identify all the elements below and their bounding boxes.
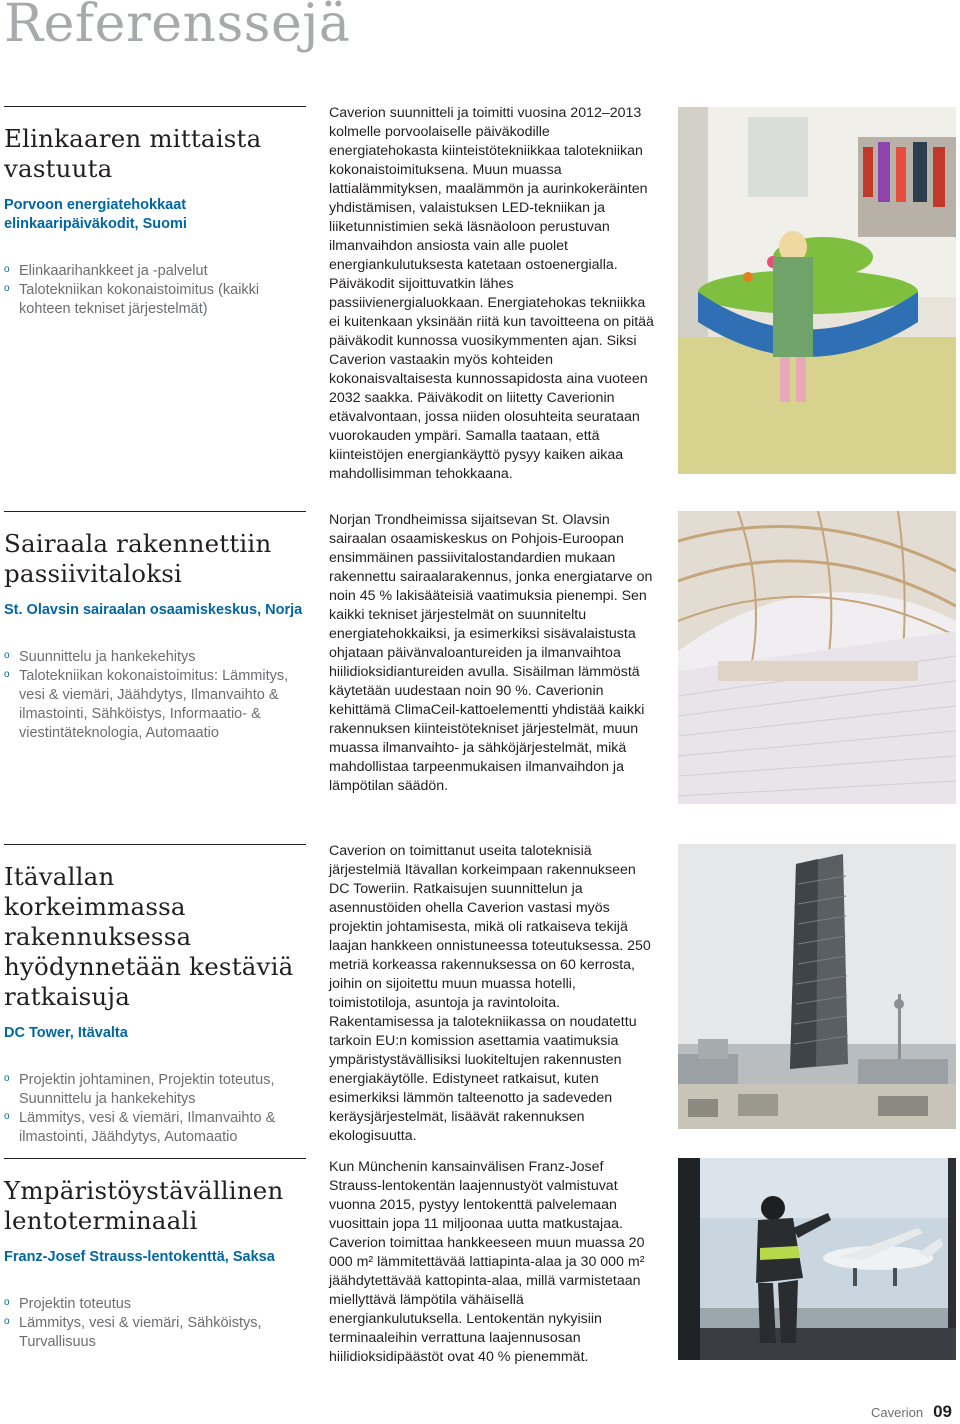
section-left-column [4, 529, 306, 743]
service-item: o Projektin toteutus [4, 1296, 132, 1312]
footer-brand: Caverion [871, 1405, 924, 1420]
hospital-auditorium-photo [678, 511, 956, 804]
section-subtitle: Franz-Josef Strauss-lentokenttä, Saksa [4, 1249, 275, 1265]
page-number: 09 [933, 1402, 952, 1421]
section-subtitle: Porvoon energiatehokkaat elinkaaripäiväkodit, Suomi [4, 197, 187, 232]
service-item: o Lämmitys, vesi & viemäri, Sähköistys, Turvallisuus [4, 1315, 262, 1350]
page-footer [871, 1402, 952, 1422]
section-body: Caverion suunnitteli ja toimitti vuosina 2012–2013 kolmelle porvoolaiselle päiväkodille energiatehokasta kiinteistötekniikkaa talotekniikan kokonaistoimituksena. Muun muassa lattialämmityksen, maalämmön ja aurinkokeräinten yhdistämisen, valaistuksen LED-tekniikan ja liiketunnistimien sekä läsnäoloon perustuvan ilmanvaihdon ansiosta vain alle puolet energiankulutuksesta katetaan ostoenergialla. Päiväkodit sijoittuvatkin lähes passiivienergialuokkaan. Energiatehokas tekniikka ei kuitenkaan yksinään riitä kun tavoitteena on pitää päiväkodit kunnossa vuosikymmenten ajan. Siksi Caverion vastaakin myös kohteiden kokonaisvaltaisesta kunnossapidosta aina vuoteen 2032 saakka. Päiväkodit on liitetty Caverionin etävalvontaan, jossa niiden olosuhteita seurataan vuorokauden ympäri. Samalla taataan, että kiinteistöjen energiankäyttö pysyy kaiken aikaa mahdollisimman tehokkaana. [329, 105, 654, 482]
service-list [4, 648, 306, 743]
section-heading: Elinkaaren mittaista vastuuta [4, 124, 262, 183]
kindergarten-photo [678, 107, 956, 474]
bullet-icon: o [4, 283, 10, 294]
page-title: Referenssejä [4, 0, 351, 54]
bullet-icon: o [4, 1073, 10, 1084]
service-item: o Talotekniikan kokonaistoimitus: Lämmitys, vesi & viemäri, Jäähdytys, Ilmanvaihto & ilmastointi, Sähköistys, Informaatio- & viestintäteknologia, Automaatio [4, 668, 289, 741]
section-left-column [4, 124, 306, 319]
section-divider [4, 511, 306, 512]
dc-tower-photo [678, 844, 956, 1129]
service-item: o Projektin johtaminen, Projektin toteutus, Suunnittelu ja hankekehitys [4, 1072, 275, 1107]
section-body: Norjan Trondheimissa sijaitsevan St. Olavsin sairaalan osaamiskeskus on Pohjois-Euroopan ensimmäinen passiivitalostandardien mukaan rakennettu sairaalarakennus, jonka energiatarve on noin 45 % lakisääteisiä vaatimuksia pienempi. Sen kaikki tekniset järjestelmät on suunniteltu energiatehokkaiksi, ja esimerkiksi sisävalaistusta ohjataan päivänvaloantureiden ja ilmanvaihtoa hiilidioksidiantureiden avulla. Sisäilman lämmöstä käytetään uudestaan noin 90 %. Caverionin kehittämä ClimaCeil-kattoelementti yhdistää kaikki rakennuksen kiinteistötekniset järjestelmät, muun muassa ilmanvaihto- ja sähköjärjestelmät, mikä mahdollistaa tarpeenmukaisen ilmanvaihdon ja lämpötilan säädön. [329, 512, 653, 794]
service-item: o Talotekniikan kokonaistoimitus (kaikki kohteen tekniset järjestelmät) [4, 282, 260, 317]
bullet-icon: o [4, 1316, 10, 1327]
airport-worker-photo [678, 1158, 956, 1360]
section-heading: Sairaala rakennettiin passiivitaloksi [4, 529, 272, 588]
bullet-icon: o [4, 264, 10, 275]
bullet-icon: o [4, 1297, 10, 1308]
bullet-icon: o [4, 669, 10, 680]
service-item: o Elinkaarihankkeet ja -palvelut [4, 263, 208, 279]
section-subtitle: St. Olavsin sairaalan osaamiskeskus, Norja [4, 602, 303, 618]
section-heading: Ympäristöystävällinen lentoterminaali [4, 1176, 284, 1235]
section-divider [4, 106, 306, 107]
service-item: o Lämmitys, vesi & viemäri, Ilmanvaihto & ilmastointi, Jäähdytys, Automaatio [4, 1110, 276, 1145]
bullet-icon: o [4, 1111, 10, 1122]
section-heading: Itävallan korkeimmassa rakennuksessa hyödynnetään kestäviä ratkaisuja [4, 862, 294, 1011]
section-left-column [4, 1176, 306, 1352]
bullet-icon: o [4, 650, 10, 661]
service-item: o Suunnittelu ja hankekehitys [4, 649, 196, 665]
service-list [4, 262, 306, 319]
service-list [4, 1071, 306, 1147]
section-body: Kun Münchenin kansainvälisen Franz-Josef Strauss-lentokentän laajennustyöt valmistuvat vuonna 2015, pystyy lentokenttä palvelemaan vuosittain jopa 11 miljoonaa uutta matkustajaa. Caverion toimittaa hankkeeseen muun muassa 20 000 m² lämmitettävää lattiapinta-alaa ja 30 000 m² jäähdytettävää kattopinta-alaa, millä varmistetaan miellyttävä lämpötila vähäisellä energiankulutuksella. Lentokentän nykyisiin terminaaleihin verrattuna laajennusosan hiilidioksidipäästöt ovat 40 % pienemmät. [329, 1159, 645, 1365]
service-list [4, 1295, 306, 1352]
section-left-column [4, 862, 306, 1147]
section-body: Caverion on toimittanut useita taloteknisiä järjestelmiä Itävallan korkeimpaan rakennukseen DC Toweriin. Ratkaisujen suunnittelun ja asennustöiden ohella Caverion vastasi myös projektin johtamisesta, mikä oli ratkaiseva tekijä laajan hankkeen onnistuneessa toteutuksessa. 250 metriä korkeassa rakennuksessa on 60 kerrosta, joihin on sijoitettu muun muassa hotelli, toimistotiloja, asuntoja ja ravintoloita. Rakentamisessa ja talotekniikassa on noudatettu tarkoin EU:n komission asettamia vaatimuksia ympäristystävällisiksi luokiteltujen rakennusten energiakäytölle. Edistyneet ratkaisut, kuten esimerkiksi lämmön talteenotto ja sadeveden keräysjärjestelmät, lisäävät rakennuksen ekologisuutta. [329, 843, 651, 1144]
section-divider [4, 1158, 306, 1159]
section-subtitle: DC Tower, Itävalta [4, 1025, 128, 1041]
section-divider [4, 844, 306, 845]
